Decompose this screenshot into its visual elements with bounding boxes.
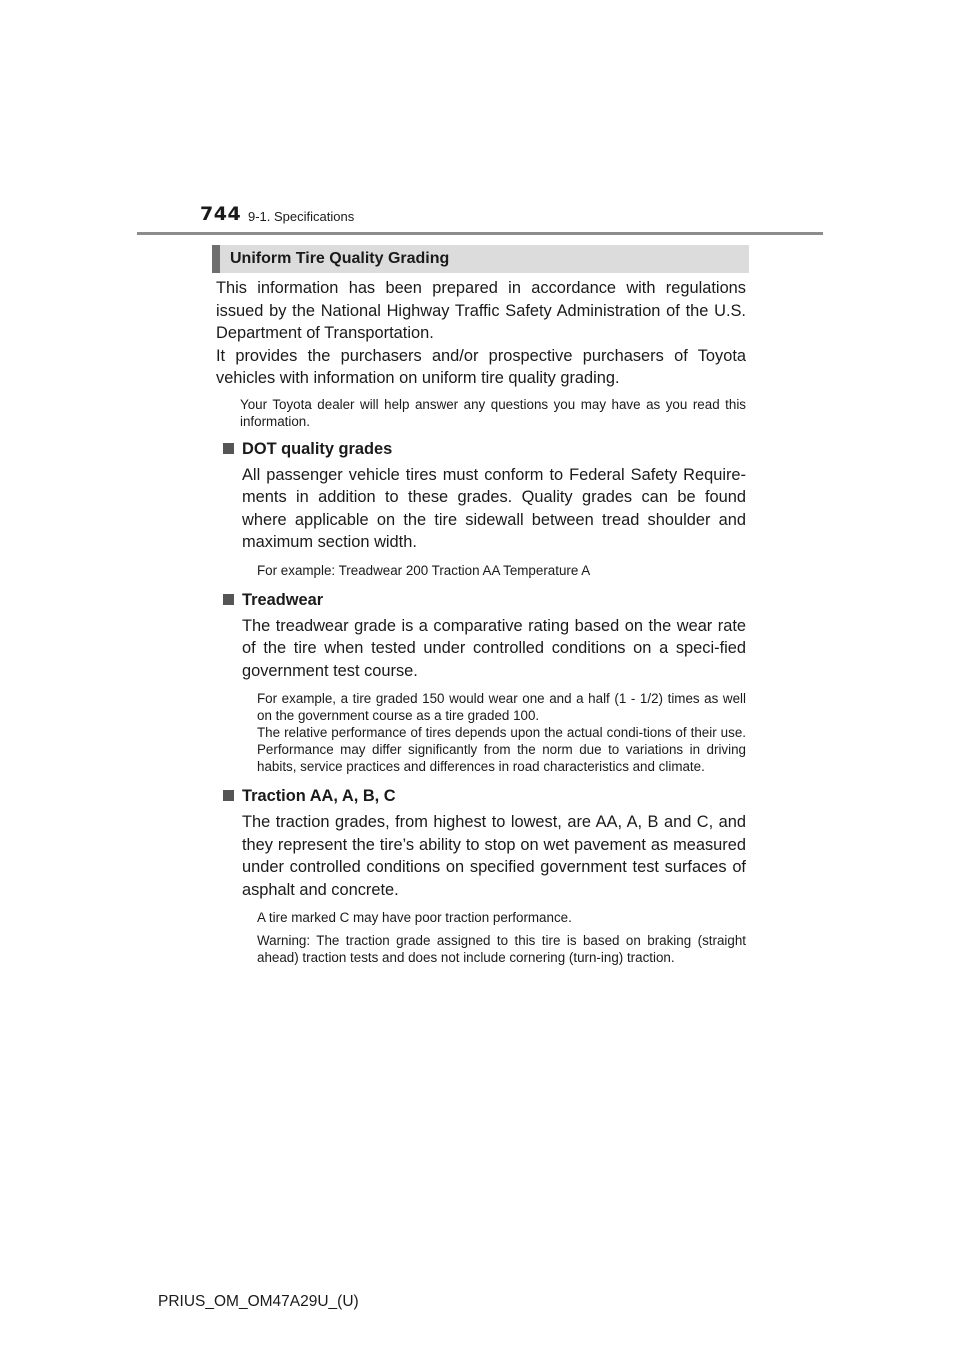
item-body-treadwear: The treadwear grade is a comparative rating based on the wear rate of the tire when tested under controlled conditions on a speci-fied government test course. [242, 616, 746, 680]
square-bullet-icon [223, 790, 234, 801]
chapter-label: 9-1. Specifications [248, 209, 355, 224]
header-rule [137, 232, 823, 235]
item-note: For example: Treadwear 200 Traction AA Temperature A [257, 562, 591, 578]
intro-paragraph-1: This information has been prepared in accordance with regulations issued by the National Highway Traffic Safety Administration of the U.S. Department of Transportation. [216, 279, 746, 342]
section-header [212, 245, 749, 273]
page-number: 744 [200, 203, 242, 225]
item-heading-dot-quality-grades [216, 438, 746, 460]
item-body-traction: The traction grades, from highest to lowest, are AA, A, B and C, and they represent the tire’s ability to stop on wet pavement as measured under controlled conditions on specified government test surfaces of asphalt and concrete. [242, 813, 746, 899]
item-heading-text: DOT quality grades [242, 439, 393, 458]
item-heading-text: Treadwear [242, 590, 324, 609]
section-title: Uniform Tire Quality Grading [230, 250, 450, 267]
content [216, 277, 746, 966]
item-note: A tire marked C may have poor traction performance. [257, 910, 572, 925]
footer-doc-code: PRIUS_OM_OM47A29U_(U) [158, 1293, 359, 1310]
item-heading-traction [216, 785, 746, 807]
item-heading-text: Traction AA, A, B, C [242, 787, 396, 805]
item-body-dot-quality-grades: All passenger vehicle tires must conform to Federal Safety Require-ments in addition to these grades. Quality grades can be found where applicable on the tire sidewall between tread shoulder and maximum section width. [242, 465, 746, 551]
item-note: Warning: The traction grade assigned to this tire is based on braking (straight ahead) traction tests and does not include cornering (turn-ing) traction. [257, 933, 746, 965]
intro-paragraph-2: It provides the purchasers and/or prospective purchasers of Toyota vehicles with information on uniform tire quality grading. [216, 346, 746, 387]
intro-note: Your Toyota dealer will help answer any questions you may have as you read this information. [240, 396, 746, 429]
item-note: The relative performance of tires depends upon the actual condi-tions of their use. Performance may differ significantly from the norm due to variations in driving habits, service practices and differences in road characteristics and climate. [257, 725, 746, 774]
square-bullet-icon [223, 443, 234, 454]
square-bullet-icon [223, 594, 234, 605]
item-note: For example, a tire graded 150 would wear one and a half (1 - 1/2) times as well on the government course as a tire graded 100. [257, 691, 746, 723]
item-heading-treadwear [216, 589, 746, 611]
